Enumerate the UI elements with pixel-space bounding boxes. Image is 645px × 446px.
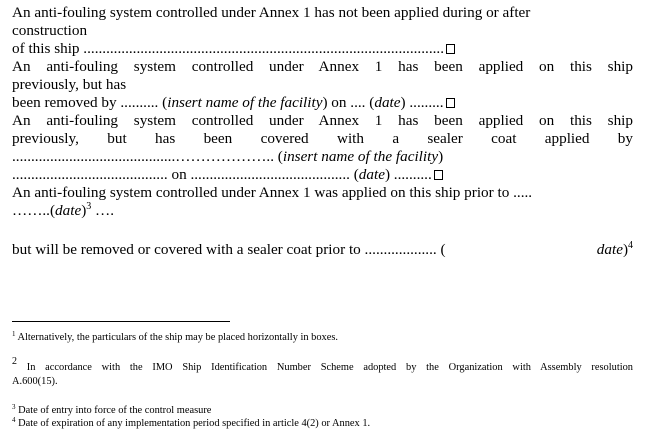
statement-4-line-3: [12, 241, 633, 259]
statement-4-line-2: [12, 202, 114, 220]
statement-1-dots-tail: ......: [421, 40, 445, 57]
statement-3-date-placeholder: date: [358, 166, 385, 183]
statement-3-on: ......................................... on .......................................... (: [12, 166, 359, 183]
statement-4-date-placeholder: date: [55, 202, 82, 219]
statement-2-line-2: previously, but has: [12, 76, 127, 93]
statement-4-date-placeholder-2: date: [596, 241, 623, 258]
statement-2-line-3: [12, 94, 455, 112]
statement-2-dots: ) .........: [400, 94, 444, 111]
statement-4-prior-to: but will be removed or covered with a sealer coat prior to ................... (: [12, 241, 446, 258]
statement-3-line-1: An anti-fouling system controlled under Annex 1 has been applied on this ship: [12, 112, 633, 129]
footnote-4-text: Date of expiration of any implementation period specified in article 4(2) or Annex 1.: [18, 418, 371, 429]
statement-4-dots: ……..(: [12, 202, 56, 219]
statement-4-close-paren: ): [622, 241, 628, 258]
footnote-rule: [12, 321, 230, 322]
footnote-1: [12, 331, 338, 344]
statement-4-line-1: An anti-fouling system controlled under Annex 1 was applied on this ship prior to .....: [12, 184, 533, 201]
footnote-1-text: Alternatively, the particulars of the ship may be placed horizontally in boxes.: [17, 332, 339, 343]
footnote-2-number: 2: [12, 356, 17, 367]
statement-3-paren: ): [438, 148, 444, 165]
footnote-3-number: 3: [12, 403, 16, 411]
footnote-1-number: 1: [12, 330, 16, 338]
statement-3-dots-tail: ) ..........: [384, 166, 432, 183]
footnote-2-text: In accordance with the IMO Ship Identification Number Scheme adopted by the Organization with Assembly resolution: [26, 362, 633, 373]
footnote-4: [12, 417, 370, 430]
statement-1-dots: of this ship .........................................................................................: [12, 40, 422, 57]
statement-4-paren: ): [81, 202, 87, 219]
statement-1-line-2: construction: [12, 22, 88, 39]
statement-3-line-4: [12, 166, 443, 184]
footnote-4-number: 4: [12, 416, 16, 424]
statement-4-dots-tail: ….: [91, 202, 115, 219]
statement-3-dots: ...........................................……………….. (: [12, 148, 283, 165]
statement-1-line-1: An anti-fouling system controlled under Annex 1 has not been applied during or after: [12, 4, 531, 21]
statement-3-line-3: [12, 148, 443, 166]
statement-2-facility-placeholder: insert name of the facility: [167, 94, 323, 111]
statement-2-removed-by: been removed by .......... (: [12, 94, 168, 111]
checkbox-statement-2[interactable]: [446, 98, 455, 108]
footnote-ref-3: 3: [86, 201, 92, 212]
footnote-ref-4: 4: [628, 240, 633, 251]
checkbox-statement-1[interactable]: [446, 44, 455, 54]
statement-3-line-2: previously, but has been covered with a sealer coat applied by: [12, 130, 633, 147]
statement-2-line-1: An anti-fouling system controlled under Annex 1 has been applied on this ship: [12, 58, 633, 75]
checkbox-statement-3[interactable]: [434, 170, 443, 180]
footnote-2-line-2: A.600(15).: [12, 376, 58, 387]
statement-2-date-placeholder: date: [374, 94, 401, 111]
statement-1-line-3: [12, 40, 455, 58]
footnote-3: [12, 404, 211, 417]
footnote-3-text: Date of entry into force of the control measure: [18, 405, 212, 416]
statement-3-facility-placeholder: insert name of the facility: [282, 148, 439, 165]
footnote-2-line-1: [12, 356, 633, 374]
statement-2-on: ) on .... (: [322, 94, 375, 111]
